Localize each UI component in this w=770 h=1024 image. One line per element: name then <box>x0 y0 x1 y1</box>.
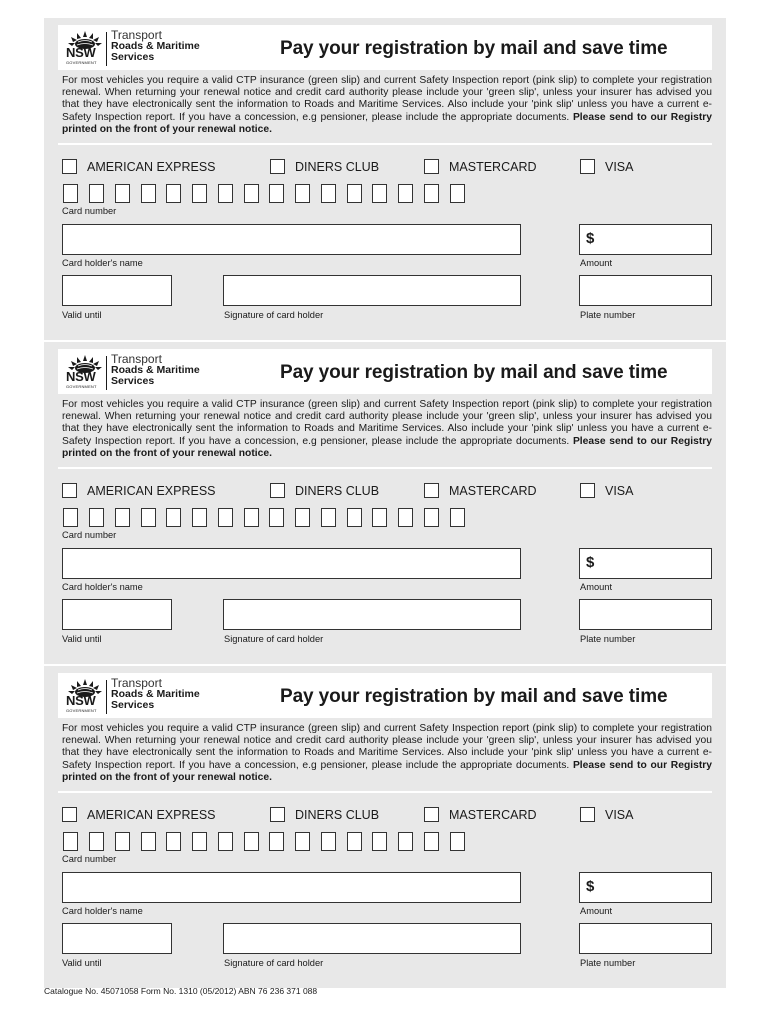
card-number-digit[interactable] <box>450 184 465 203</box>
logo-nsw: NSW <box>66 45 96 60</box>
logo-nsw: NSW <box>66 693 96 708</box>
card-holder-label: Card holder's name <box>62 906 143 916</box>
amount-label: Amount <box>580 906 613 916</box>
payment-slip <box>44 18 726 340</box>
card-number-digit[interactable] <box>398 832 413 851</box>
label-american-express: AMERICAN EXPRESS <box>87 160 216 174</box>
plate-number-label: Plate number <box>580 634 636 644</box>
instructions-text: For most vehicles you require a valid CTP insurance (green slip) and current Safety Inspection report (pink slip) to complete your registration renewal. When returning your renewal notice and credit card authority please include your 'green slip', unless your insurer has advised you that they have electronically sent the information to Roads and Maritime Services. Also include your 'pink slip' unless you have a current e-Safety Inspection report. If you have a concession, e.g pensioner, please include the appropriate documents. Please send to our Registry printed on the front of your renewal notice. <box>62 723 713 783</box>
checkbox-visa[interactable] <box>580 483 595 498</box>
card-number-digit[interactable] <box>372 832 387 851</box>
logo-line-3: Services <box>111 699 155 711</box>
card-number-digit[interactable] <box>321 832 336 851</box>
signature-label: Signature of card holder <box>224 958 324 968</box>
logo-divider <box>106 32 107 66</box>
card-number-digit[interactable] <box>63 508 78 527</box>
slip-title: Pay your registration by mail and save time <box>280 686 668 707</box>
instructions-text: For most vehicles you require a valid CTP insurance (green slip) and current Safety Inspection report (pink slip) to complete your registration renewal. When returning your renewal notice and credit card authority please include your 'green slip', unless your insurer has advised you that they have electronically sent the information to Roads and Maritime Services. Also include your 'pink slip' unless you have a current e-Safety Inspection report. If you have a concession, e.g pensioner, please include the appropriate documents. Please send to our Registry printed on the front of your renewal notice. <box>62 75 713 135</box>
checkbox-mastercard[interactable] <box>424 483 439 498</box>
card-number-digit[interactable] <box>218 508 233 527</box>
section-divider <box>58 791 712 793</box>
label-visa: VISA <box>605 484 634 498</box>
label-diners-club: DINERS CLUB <box>295 484 380 498</box>
card-number-digit[interactable] <box>372 508 387 527</box>
logo-line-2: Roads & Maritime <box>111 364 200 376</box>
instructions-text: For most vehicles you require a valid CTP insurance (green slip) and current Safety Inspection report (pink slip) to complete your registration renewal. When returning your renewal notice and credit card authority please include your 'green slip', unless your insurer has advised you that they have electronically sent the information to Roads and Maritime Services. Also include your 'pink slip' unless you have a current e-Safety Inspection report. If you have a concession, e.g pensioner, please include the appropriate documents. Please send to our Registry printed on the front of your renewal notice. <box>62 399 713 459</box>
card-number-digit[interactable] <box>218 184 233 203</box>
card-number-digit[interactable] <box>424 184 439 203</box>
label-visa: VISA <box>605 808 634 822</box>
signature-label: Signature of card holder <box>224 634 324 644</box>
card-number-digit[interactable] <box>141 184 156 203</box>
card-number-digit[interactable] <box>63 832 78 851</box>
logo-line-2: Roads & Maritime <box>111 40 200 52</box>
signature-field[interactable] <box>223 599 521 630</box>
signature-field[interactable] <box>223 275 521 306</box>
card-number-digit[interactable] <box>115 508 130 527</box>
valid-until-label: Valid until <box>62 958 102 968</box>
amount-field[interactable] <box>579 548 712 579</box>
card-number-digit[interactable] <box>424 832 439 851</box>
card-holder-name-field[interactable] <box>62 872 521 903</box>
card-number-digit[interactable] <box>398 508 413 527</box>
label-visa: VISA <box>605 160 634 174</box>
logo-line-1: Transport <box>111 676 162 690</box>
plate-number-label: Plate number <box>580 958 636 968</box>
label-american-express: AMERICAN EXPRESS <box>87 484 216 498</box>
checkbox-american-express[interactable] <box>62 483 77 498</box>
checkbox-american-express[interactable] <box>62 159 77 174</box>
slip-header <box>58 349 712 394</box>
card-number-digit[interactable] <box>424 508 439 527</box>
instructions-bold: Please send to our Registry printed on the front of your renewal notice. <box>62 435 713 459</box>
rms-logo <box>66 30 216 68</box>
card-number-digit[interactable] <box>141 508 156 527</box>
logo-line-1: Transport <box>111 352 162 366</box>
currency-symbol: $ <box>586 878 595 895</box>
card-number-digit[interactable] <box>321 184 336 203</box>
checkbox-mastercard[interactable] <box>424 159 439 174</box>
card-number-digit[interactable] <box>63 184 78 203</box>
instructions-bold: Please send to our Registry printed on the front of your renewal notice. <box>62 111 713 135</box>
logo-government: GOVERNMENT <box>66 60 97 65</box>
card-holder-name-field[interactable] <box>62 548 521 579</box>
amount-label: Amount <box>580 582 613 592</box>
card-number-digit[interactable] <box>347 508 362 527</box>
amount-label: Amount <box>580 258 613 268</box>
card-number-digit[interactable] <box>295 508 310 527</box>
card-number-digit[interactable] <box>269 508 284 527</box>
card-number-digit[interactable] <box>295 184 310 203</box>
card-number-digit[interactable] <box>115 832 130 851</box>
logo-line-3: Services <box>111 375 155 387</box>
card-holder-label: Card holder's name <box>62 258 143 268</box>
currency-symbol: $ <box>586 230 595 247</box>
slip-title: Pay your registration by mail and save time <box>280 362 668 383</box>
slip-title: Pay your registration by mail and save time <box>280 38 668 59</box>
logo-nsw: NSW <box>66 369 96 384</box>
section-divider <box>58 467 712 469</box>
logo-agency <box>111 354 200 387</box>
label-diners-club: DINERS CLUB <box>295 160 380 174</box>
card-number-digit[interactable] <box>89 832 104 851</box>
card-number-digit[interactable] <box>450 832 465 851</box>
card-number-digit[interactable] <box>372 184 387 203</box>
card-number-digit[interactable] <box>347 832 362 851</box>
card-number-digit[interactable] <box>218 832 233 851</box>
checkbox-visa[interactable] <box>580 159 595 174</box>
card-number-digit[interactable] <box>450 508 465 527</box>
plate-number-field[interactable] <box>579 275 712 306</box>
card-number-digit[interactable] <box>115 184 130 203</box>
valid-until-label: Valid until <box>62 634 102 644</box>
card-number-digit[interactable] <box>166 184 181 203</box>
slip-header <box>58 25 712 70</box>
card-number-digit[interactable] <box>295 832 310 851</box>
logo-government: GOVERNMENT <box>66 384 97 389</box>
card-number-digit[interactable] <box>244 508 259 527</box>
section-divider <box>58 143 712 145</box>
card-number-digit[interactable] <box>244 184 259 203</box>
label-mastercard: MASTERCARD <box>449 160 537 174</box>
logo-line-1: Transport <box>111 28 162 42</box>
rms-logo <box>66 678 216 716</box>
card-number-digit[interactable] <box>192 508 207 527</box>
valid-until-label: Valid until <box>62 310 102 320</box>
logo-line-2: Roads & Maritime <box>111 688 200 700</box>
card-number-digit[interactable] <box>347 184 362 203</box>
logo-divider <box>106 356 107 390</box>
card-number-digit[interactable] <box>89 508 104 527</box>
card-number-digit[interactable] <box>244 832 259 851</box>
instructions-bold: Please send to our Registry printed on the front of your renewal notice. <box>62 759 713 783</box>
label-diners-club: DINERS CLUB <box>295 808 380 822</box>
label-mastercard: MASTERCARD <box>449 484 537 498</box>
card-number-digit[interactable] <box>89 184 104 203</box>
checkbox-diners-club[interactable] <box>270 159 285 174</box>
card-number-digit[interactable] <box>192 184 207 203</box>
signature-label: Signature of card holder <box>224 310 324 320</box>
logo-agency <box>111 30 200 63</box>
card-number-digit[interactable] <box>166 832 181 851</box>
card-number-digit[interactable] <box>269 184 284 203</box>
label-american-express: AMERICAN EXPRESS <box>87 808 216 822</box>
slip-header <box>58 673 712 718</box>
logo-government: GOVERNMENT <box>66 708 97 713</box>
valid-until-field[interactable] <box>62 275 172 306</box>
checkbox-visa[interactable] <box>580 807 595 822</box>
rms-logo <box>66 354 216 392</box>
logo-agency <box>111 678 200 711</box>
form-footer: Catalogue No. 45071058 Form No. 1310 (05/2012) ABN 76 236 371 088 <box>44 986 318 996</box>
valid-until-field[interactable] <box>62 599 172 630</box>
card-number-digit[interactable] <box>398 184 413 203</box>
card-number-digit[interactable] <box>321 508 336 527</box>
card-number-digit[interactable] <box>192 832 207 851</box>
label-mastercard: MASTERCARD <box>449 808 537 822</box>
checkbox-diners-club[interactable] <box>270 483 285 498</box>
card-number-digit[interactable] <box>166 508 181 527</box>
amount-field[interactable] <box>579 872 712 903</box>
card-holder-name-field[interactable] <box>62 224 521 255</box>
card-number-digit[interactable] <box>269 832 284 851</box>
logo-line-3: Services <box>111 51 155 63</box>
amount-field[interactable] <box>579 224 712 255</box>
valid-until-field[interactable] <box>62 923 172 954</box>
plate-number-label: Plate number <box>580 310 636 320</box>
card-number-label: Card number <box>62 206 117 216</box>
payment-slip <box>44 666 726 988</box>
logo-divider <box>106 680 107 714</box>
plate-number-field[interactable] <box>579 599 712 630</box>
card-number-digit[interactable] <box>141 832 156 851</box>
signature-field[interactable] <box>223 923 521 954</box>
currency-symbol: $ <box>586 554 595 571</box>
card-holder-label: Card holder's name <box>62 582 143 592</box>
payment-slip <box>44 342 726 664</box>
card-number-label: Card number <box>62 854 117 864</box>
checkbox-american-express[interactable] <box>62 807 77 822</box>
card-number-label: Card number <box>62 530 117 540</box>
plate-number-field[interactable] <box>579 923 712 954</box>
checkbox-mastercard[interactable] <box>424 807 439 822</box>
checkbox-diners-club[interactable] <box>270 807 285 822</box>
